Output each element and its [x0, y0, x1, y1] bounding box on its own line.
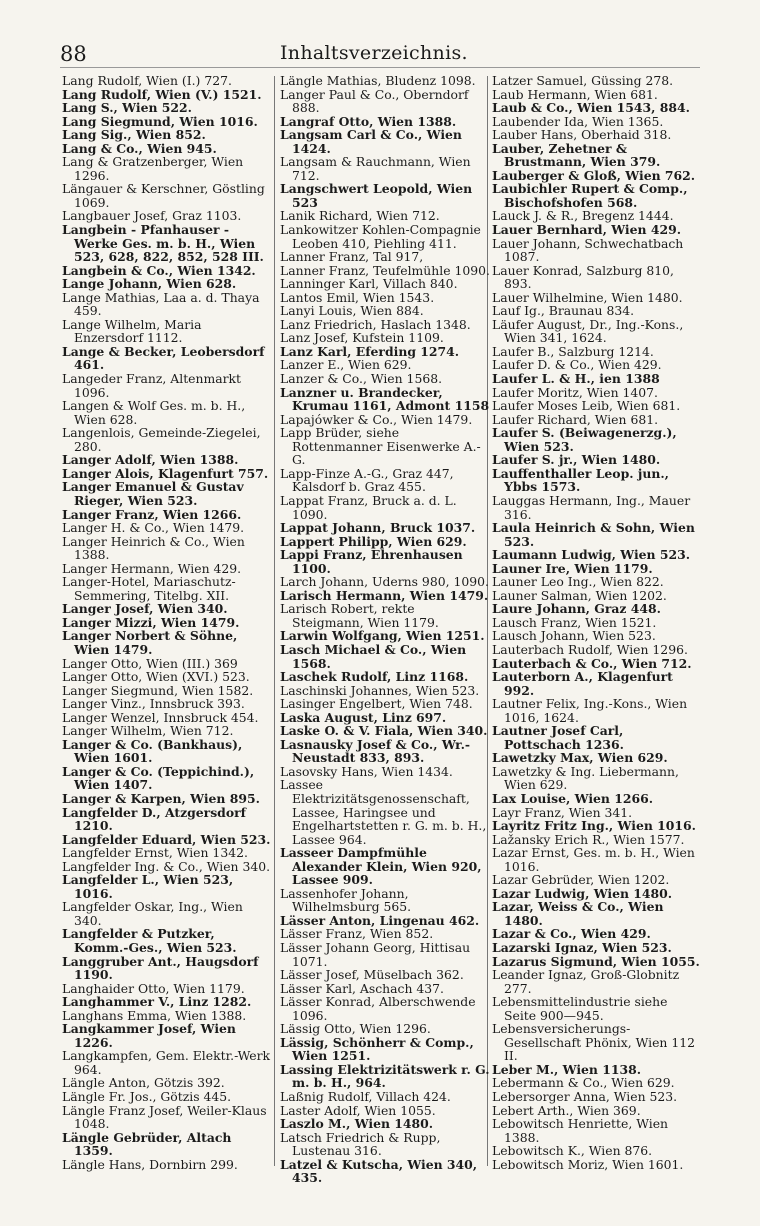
index-entry: Lazar Ernst, Ges. m. b. H., Wien 1016. [492, 845, 695, 874]
index-entry: Lanner Franz, Teufelmühle 1090. [280, 262, 490, 278]
index-entry: Latzel & Kutscha, Wien 340, 435. [280, 1156, 478, 1186]
index-entry: Langer Josef, Wien 340. [62, 601, 228, 617]
index-entry: Lässer Anton, Lingenau 462. [280, 912, 480, 928]
index-entry: Lappat Franz, Bruck a. d. L. 1090. [280, 492, 457, 522]
index-entry: Lauer Konrad, Salzburg 810, 893. [492, 262, 674, 292]
index-entry: Laub Hermann, Wien 681. [492, 86, 658, 102]
index-entry: Lebowitsch Henriette, Wien 1388. [492, 1116, 669, 1145]
index-entry: Lässer Karl, Aschach 437. [280, 980, 444, 996]
index-entry: Lazarus Sigmund, Wien 1055. [492, 953, 700, 969]
index-entry: Lauf Ig., Braunau 834. [492, 303, 635, 319]
page-number: 88 [60, 42, 87, 66]
index-entry: Langfelder D., Atzgersdorf 1210. [62, 804, 246, 834]
page-header [0, 28, 760, 68]
index-entry: Längle Franz Josef, Weiler-Klaus 1048. [62, 1102, 267, 1132]
index-entry: Lebensversicherungs-Gesellschaft Phönix, Wien 112 II. [492, 1021, 695, 1064]
index-entry: Langer Adolf, Wien 1388. [62, 452, 239, 468]
index-column-2 [280, 74, 490, 1185]
index-entry: Lappat Johann, Bruck 1037. [280, 520, 476, 536]
index-entry: Laska August, Linz 697. [280, 709, 447, 725]
index-entry: Leander Ignaz, Groß-Globnitz 277. [492, 967, 680, 996]
index-entry: Leber M., Wien 1138. [492, 1061, 642, 1077]
index-entry: Lapp-Finze A.-G., Graz 447, Kalsdorf b. Graz 455. [280, 465, 454, 495]
index-entry: Langer Paul & Co., Oberndorf 888. [280, 86, 469, 116]
index-entry: Lässig Otto, Wien 1296. [280, 1021, 431, 1037]
index-entry: Lanz Friedrich, Haslach 1348. [280, 316, 471, 332]
index-entry: Lawetzky Max, Wien 629. [492, 750, 668, 766]
index-entry: Lažansky Erich R., Wien 1577. [492, 831, 685, 847]
index-entry: Lang Rudolf, Wien (V.) 1521. [62, 86, 262, 102]
index-entry: Langkampfen, Gem. Elektr.-Werk 964. [62, 1048, 271, 1077]
index-entry: Lanner Franz, Tal 917, [280, 249, 424, 265]
index-entry: Langsam & Rauchmann, Wien 712. [280, 154, 471, 183]
index-entry: Lässig, Schönherr & Comp., Wien 1251. [280, 1034, 474, 1064]
index-entry: Lauggas Hermann, Ing., Mauer 316. [492, 492, 691, 522]
index-entry: Lazar & Co., Wien 429. [492, 926, 651, 942]
index-entry: Laster Adolf, Wien 1055. [280, 1102, 436, 1118]
index-entry: Lappi Franz, Ehrenhausen 1100. [280, 547, 463, 576]
index-entry: Lauer Bernhard, Wien 429. [492, 222, 682, 238]
index-entry: Langer & Karpen, Wien 895. [62, 790, 260, 806]
index-entry: Langraf Otto, Wien 1388. [280, 113, 457, 129]
index-entry: Layr Franz, Wien 341. [492, 804, 633, 820]
index-entry: Lebermann & Co., Wien 629. [492, 1075, 675, 1091]
index-entry: Langfelder L., Wien 523, 1016. [62, 872, 234, 901]
index-entry: Lazar Ludwig, Wien 1480. [492, 885, 673, 901]
index-entry: Langfelder Ing. & Co., Wien 340. [62, 858, 271, 874]
index-entry: Laub & Co., Wien 1543, 884. [492, 100, 690, 116]
index-entry: Lange & Becker, Leobersdorf 461. [62, 343, 265, 373]
index-entry: Langer Wenzel, Innsbruck 454. [62, 709, 259, 725]
index-entry: Laumann Ludwig, Wien 523. [492, 547, 691, 563]
index-entry: Larwin Wolfgang, Wien 1251. [280, 628, 485, 644]
index-entry: Langgruber Ant., Haugsdorf 1190. [62, 953, 259, 983]
index-entry: Langer Emanuel & Gustav Rieger, Wien 523. [62, 479, 244, 508]
index-entry: Lauer Wilhelmine, Wien 1480. [492, 289, 683, 305]
index-entry: Langer Heinrich & Co., Wien 1388. [62, 533, 245, 563]
index-entry: Lankowitzer Kohlen-Compagnie Leoben 410, Piehling 411. [280, 222, 481, 251]
index-entry: Launer Ire, Wien 1179. [492, 560, 653, 576]
index-entry: Lauber Hans, Oberhaid 318. [492, 127, 672, 143]
index-entry: Lasovsky Hans, Wien 1434. [280, 763, 453, 779]
index-entry: Lanyi Louis, Wien 884. [280, 303, 424, 319]
index-entry: Lange Mathias, Laa a. d. Thaya 459. [62, 289, 260, 319]
index-entry: Lebert Arth., Wien 369. [492, 1102, 641, 1118]
index-entry: Langer Norbert & Söhne, Wien 1479. [62, 628, 238, 657]
index-entry: Lassee Elektrizitätsgenossenschaft, Lassee, Haringsee und Engelhartstetten r. G. m. b. H., Lassee 964. [280, 777, 487, 847]
index-entry: Lazarski Ignaz, Wien 523. [492, 940, 672, 955]
index-entry: Langer Hermann, Wien 429. [62, 560, 242, 576]
index-entry: Lappert Philipp, Wien 629. [280, 533, 467, 549]
index-entry: Langer & Co. (Bankhaus), Wien 1601. [62, 736, 243, 766]
index-entry: Langer & Co. (Teppichind.), Wien 1407. [62, 763, 255, 793]
index-entry: Lang S., Wien 522. [62, 100, 192, 116]
index-entry: Lazar Gebrüder, Wien 1202. [492, 872, 670, 888]
index-entry: Langhaider Otto, Wien 1179. [62, 980, 245, 996]
index-entry: Langbein & Co., Wien 1342. [62, 262, 256, 278]
index-column-1 [62, 74, 272, 1171]
index-entry: Langer Otto, Wien (III.) 369 [62, 655, 238, 671]
index-entry: Lanzner u. Brandecker, Krumau 1161, Admont 1158 [280, 384, 490, 414]
index-entry: Lax Louise, Wien 1266. [492, 790, 654, 806]
index-entry: Laschinski Johannes, Wien 523. [280, 682, 480, 698]
index-entry: Lebowitsch Moriz, Wien 1601. [492, 1156, 684, 1172]
index-entry: Lanz Karl, Eferding 1274. [280, 343, 460, 359]
index-entry: Laufer Moses Leib, Wien 681. [492, 398, 681, 414]
index-entry: Lässer Konrad, Alberschwende 1096. [280, 994, 476, 1023]
index-entry: Laufer S. jr., Wien 1480. [492, 452, 661, 468]
index-entry: Langen & Wolf Ges. m. b. H., Wien 628. [62, 398, 246, 427]
index-entry: Langenlois, Gemeinde-Ziegelei, 280. [62, 425, 261, 454]
index-entry: Lässer Josef, Müselbach 362. [280, 967, 464, 983]
index-entry: Lawetzky & Ing. Liebermann, Wien 629. [492, 763, 679, 793]
index-entry: Läufer August, Dr., Ing.-Kons., Wien 341, 1624. [492, 316, 684, 346]
index-entry: Laure Johann, Graz 448. [492, 601, 661, 617]
index-entry: Lanninger Karl, Villach 840. [280, 276, 458, 292]
index-entry: Langer Vinz., Innsbruck 393. [62, 696, 245, 712]
index-entry: Latzer Samuel, Güssing 278. [492, 73, 674, 88]
index-entry: Lauffenthaller Leop. jun., Ybbs 1573. [492, 465, 669, 495]
index-entry: Laszlo M., Wien 1480. [280, 1116, 434, 1132]
index-entry: Lauer Johann, Schwechatbach 1087. [492, 235, 684, 265]
index-entry: Langer Otto, Wien (XVI.) 523. [62, 669, 250, 685]
index-entry: Langsam Carl & Co., Wien 1424. [280, 127, 462, 156]
index-entry: Lauterborn A., Klagenfurt 992. [492, 669, 673, 698]
index-entry: Laske O. & V. Fiala, Wien 340. [280, 723, 488, 739]
index-column-3 [492, 74, 702, 1171]
index-entry: Lang & Gratzenberger, Wien 1296. [62, 154, 244, 183]
index-entry: Laufer D. & Co., Wien 429. [492, 357, 662, 373]
index-entry: Lautner Josef Carl, Pottschach 1236. [492, 723, 624, 752]
index-entry: Längle Gebrüder, Altach 1359. [62, 1129, 232, 1159]
index-entry: Laula Heinrich & Sohn, Wien 523. [492, 520, 695, 549]
index-entry: Latsch Friedrich & Rupp, Lustenau 316. [280, 1129, 441, 1159]
index-entry: Lauberger & Gloß, Wien 762. [492, 167, 696, 183]
index-entry: Lebersorger Anna, Wien 523. [492, 1089, 678, 1105]
index-entry: Lausch Johann, Wien 523. [492, 628, 656, 644]
index-entry: Langer Mizzi, Wien 1479. [62, 614, 240, 630]
index-entry: Lebowitsch K., Wien 876. [492, 1143, 653, 1159]
index-entry: Langkammer Josef, Wien 1226. [62, 1021, 236, 1050]
index-entry: Laufer S. (Beiwagenerzg.), Wien 523. [492, 425, 677, 454]
index-entry: Lanzer & Co., Wien 1568. [280, 371, 443, 387]
index-entry: Laßnig Rudolf, Villach 424. [280, 1089, 451, 1105]
header-rule [60, 67, 700, 68]
index-entry: Lang Sig., Wien 852. [62, 127, 206, 143]
index-entry: Laubichler Rupert & Comp., Bischofshofen 568. [492, 181, 688, 210]
index-entry: Langer-Hotel, Mariaschutz-Semmering, Titelbg. XII. [62, 574, 236, 603]
index-entry: Launer Leo Ing., Wien 822. [492, 574, 664, 590]
index-entry: Lange Wilhelm, Maria Enzersdorf 1112. [62, 316, 202, 346]
index-entry: Larisch Hermann, Wien 1479. [280, 587, 489, 603]
index-entry: Lang Siegmund, Wien 1016. [62, 113, 258, 129]
index-entry: Längle Hans, Dornbirn 299. [62, 1156, 238, 1172]
index-entry: Lassing Elektrizitätswerk r. G. m. b. H., 964. [280, 1061, 490, 1091]
index-entry: Lasseer Dampfmühle Alexander Klein, Wien 920, Lassee 909. [280, 845, 482, 888]
index-entry: Längle Anton, Götzis 392. [62, 1075, 225, 1091]
index-entry: Lebensmittelindustrie siehe Seite 900—945. [492, 994, 668, 1023]
column-divider [274, 76, 275, 1166]
index-entry: Lapp Brüder, siehe Rottenmanner Eisenwerke A.-G. [280, 425, 481, 468]
index-entry: Längle Fr. Jos., Götzis 445. [62, 1089, 232, 1105]
index-entry: Längauer & Kerschner, Göstling 1069. [62, 181, 265, 210]
index-entry: Lanik Richard, Wien 712. [280, 208, 440, 224]
index-entry: Lazar, Weiss & Co., Wien 1480. [492, 899, 664, 928]
index-entry: Langfelder Eduard, Wien 523. [62, 831, 271, 847]
index-entry: Langhammer V., Linz 1282. [62, 994, 252, 1010]
index-entry: Lauber, Zehetner & Brustmann, Wien 379. [492, 140, 661, 170]
index-entry: Langer H. & Co., Wien 1479. [62, 520, 245, 536]
index-entry: Langfelder Oskar, Ing., Wien 340. [62, 899, 243, 928]
index-entry: Lapajówker & Co., Wien 1479. [280, 411, 473, 427]
index-entry: Langschwert Leopold, Wien 523 [280, 181, 473, 210]
index-entry: Langer Siegmund, Wien 1582. [62, 682, 254, 698]
index-entry: Längle Mathias, Bludenz 1098. [280, 73, 476, 88]
index-entry: Laufer B., Salzburg 1214. [492, 343, 654, 359]
index-entry: Lassenhofer Johann, Wilhelmsburg 565. [280, 885, 412, 915]
index-entry: Laubender Ida, Wien 1365. [492, 113, 664, 129]
index-entry: Lange Johann, Wien 628. [62, 276, 237, 292]
index-entry: Langfelder Ernst, Wien 1342. [62, 845, 248, 861]
index-entry: Lang Rudolf, Wien (I.) 727. [62, 73, 232, 88]
index-entry: Langer Wilhelm, Wien 712. [62, 723, 234, 739]
index-entry: Larisch Robert, rekte Steigmann, Wien 1179. [280, 601, 439, 630]
index-entry: Lauck J. & R., Bregenz 1444. [492, 208, 674, 224]
index-entry: Lanzer E., Wien 629. [280, 357, 412, 373]
index-entry: Lanz Josef, Kufstein 1109. [280, 330, 444, 346]
index-entry: Lasch Michael & Co., Wien 1568. [280, 641, 467, 671]
page-title: Inhaltsverzeichnis. [280, 42, 468, 64]
index-entry: Langer Franz, Wien 1266. [62, 506, 242, 522]
index-entry: Layritz Fritz Ing., Wien 1016. [492, 818, 696, 834]
index-entry: Lasinger Engelbert, Wien 748. [280, 696, 473, 712]
index-entry: Lausch Franz, Wien 1521. [492, 614, 657, 630]
index-entry: Lauterbach Rudolf, Wien 1296. [492, 641, 688, 657]
index-entry: Laschek Rudolf, Linz 1168. [280, 669, 469, 685]
index-entry: Langeder Franz, Altenmarkt 1096. [62, 371, 242, 400]
index-entry: Langbauer Josef, Graz 1103. [62, 208, 242, 224]
index-entry: Lasnausky Josef & Co., Wr.-Neustadt 833, 893. [280, 736, 471, 766]
index-entry: Langbein - Pfanhauser - Werke Ges. m. b. H., Wien 523, 628, 822, 852, 528 III. [62, 222, 264, 265]
index-entry: Langhans Emma, Wien 1388. [62, 1007, 247, 1023]
index-entry: Lässer Johann Georg, Hittisau 1071. [280, 940, 471, 969]
index-entry: Laufer L. & H., ien 1388 [492, 371, 660, 387]
index-entry: Launer Salman, Wien 1202. [492, 587, 667, 603]
index-entry: Larch Johann, Uderns 980, 1090. [280, 574, 489, 590]
index-entry: Langer Alois, Klagenfurt 757. [62, 465, 269, 481]
index-entry: Lautner Felix, Ing.-Kons., Wien 1016, 1624. [492, 696, 688, 725]
index-entry: Langfelder & Putzker, Komm.-Ges., Wien 523. [62, 926, 237, 955]
index-entry: Lantos Emil, Wien 1543. [280, 289, 435, 305]
index-entry: Lässer Franz, Wien 852. [280, 926, 434, 942]
index-entry: Laufer Richard, Wien 681. [492, 411, 659, 427]
index-entry: Laufer Moritz, Wien 1407. [492, 384, 658, 400]
index-entry: Lauterbach & Co., Wien 712. [492, 655, 692, 671]
index-entry: Lang & Co., Wien 945. [62, 140, 217, 156]
